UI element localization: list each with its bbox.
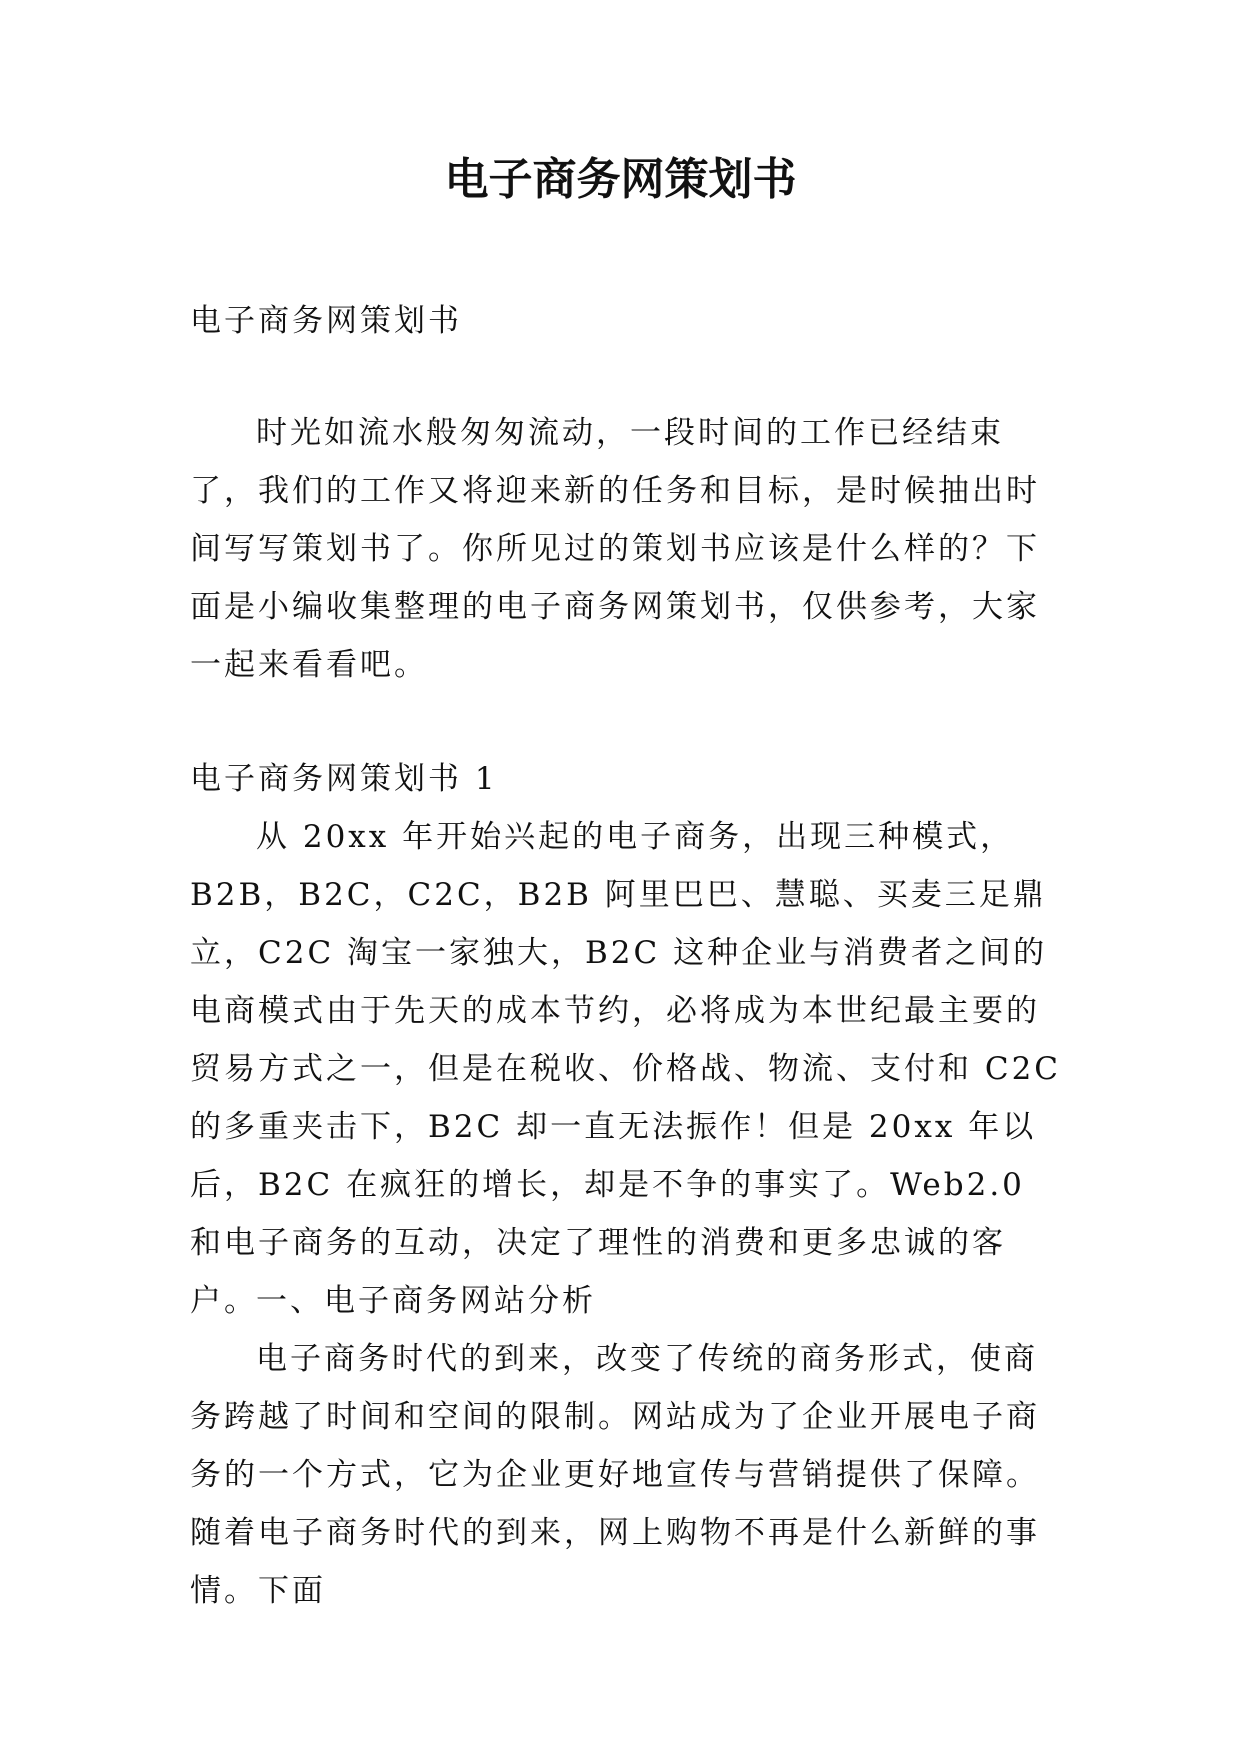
- intro-paragraph: 时光如流水般匆匆流动，一段时间的工作已经结束了，我们的工作又将迎来新的任务和目标，是时候抽出时间写写策划书了。你所见过的策划书应该是什么样的？下面是小编收集整理的电子商务网策划书，仅供参考，大家一起来看看吧。: [190, 415, 1040, 683]
- document-title: 电子商务网策划书: [444, 154, 797, 205]
- section-title: 电子商务网策划书 1: [190, 761, 498, 797]
- subsection-heading: 一、电子商务网站分析: [256, 1283, 596, 1319]
- document-subtitle: 电子商务网策划书: [190, 303, 462, 339]
- body-paragraph-2: 电子商务时代的到来，改变了传统的商务形式，使商务跨越了时间和空间的限制。网站成为了企业开展电子商务的一个方式，它为企业更好地宣传与营销提供了保障。随着电子商务时代的到来，网上购物不再是什么新鲜的事情。下面: [190, 1341, 1040, 1609]
- body-paragraph-1: 从 20xx 年开始兴起的电子商务，出现三种模式，B2B，B2C，C2C，B2B 阿里巴巴、慧聪、买麦三足鼎立，C2C 淘宝一家独大，B2C 这种企业与消费者之间的电商模式由于先天的成本节约，必将成为本世纪最主要的贸易方式之一，但是在税收、价格战、物流、支付和 C2C 的多重夹击下，B2C 却一直无法振作！但是 20xx 年以后，B2C 在疯狂的增长，却是不争的事实了。Web2.0 和电子商务的互动，决定了理性的消费和更多忠诚的客户。: [190, 819, 1062, 1319]
